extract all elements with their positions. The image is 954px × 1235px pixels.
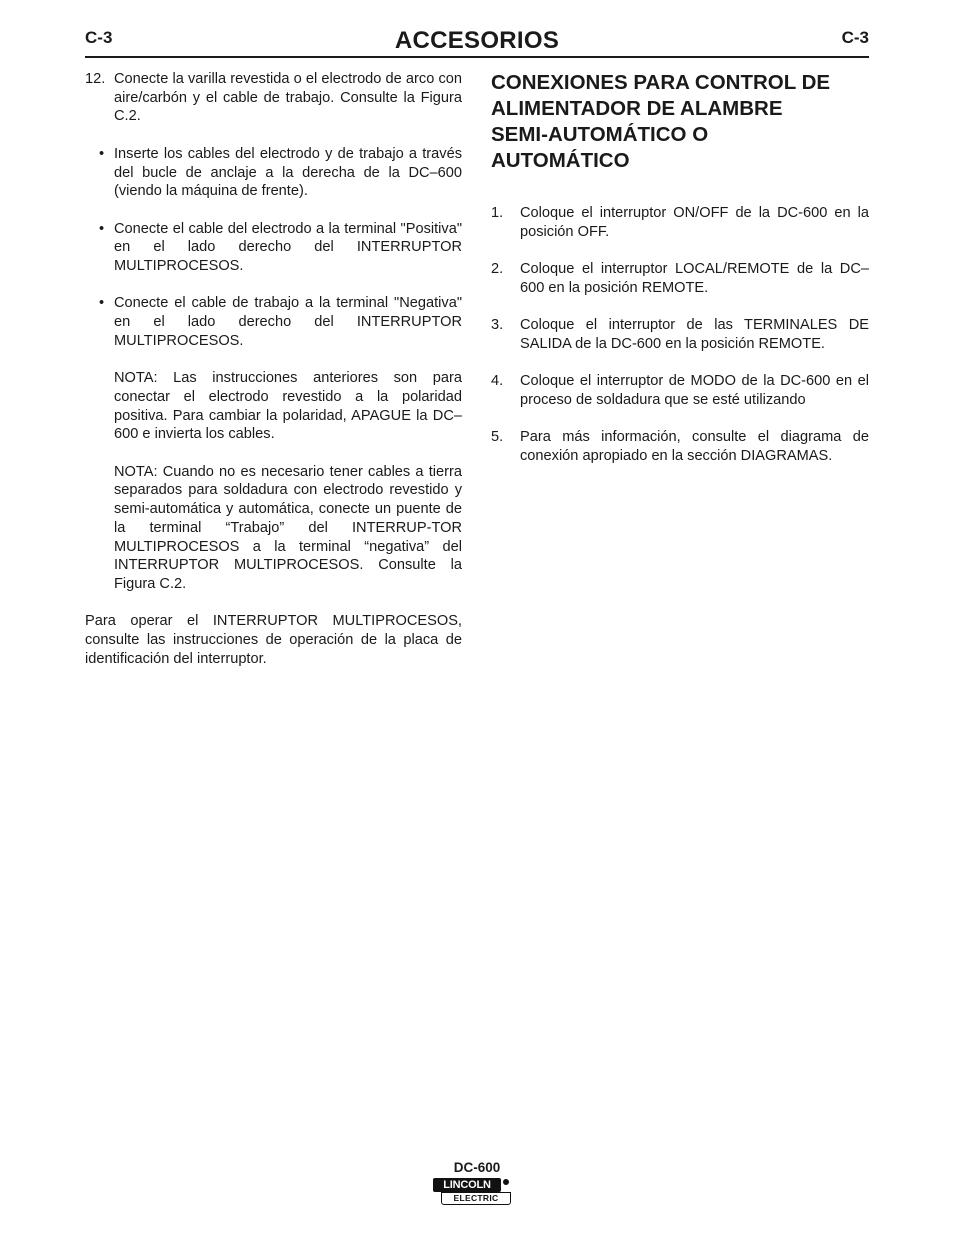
lincoln-electric-logo bbox=[433, 1178, 511, 1207]
step-item bbox=[491, 316, 869, 353]
section-code-right: C-3 bbox=[841, 28, 869, 47]
page-title: ACCESORIOS bbox=[394, 27, 560, 54]
bullet-item bbox=[85, 294, 462, 350]
bullet-icon: • bbox=[99, 220, 105, 237]
step-number: 5. bbox=[491, 429, 504, 446]
heading-line: AUTOMÁTICO bbox=[491, 149, 630, 172]
bullet-item bbox=[85, 145, 462, 201]
steps-list bbox=[491, 204, 869, 466]
step-number: 4. bbox=[491, 373, 504, 390]
heading-line: SEMI-AUTOMÁTICO O bbox=[491, 123, 709, 146]
page-header bbox=[85, 26, 869, 58]
step-number: 2. bbox=[491, 261, 504, 278]
step-text: Coloque el interruptor de las TERMINALES DE SALIDA de la DC-600 en la posición REMOTE. bbox=[520, 317, 869, 352]
note-jumper: NOTA: Cuando no es necesario tener cables a tierra separados para soldadura con electrodo revestido y semi-automática y automática, conecte un puente de la terminal “Trabajo” del INTERRUP-TOR MULTIPROCESOS a la terminal “negativa” del INTERRUPTOR MULTIPROCESOS. Consulte la Figura C.2. bbox=[114, 463, 462, 592]
step-12 bbox=[85, 70, 462, 126]
step-text: Coloque el interruptor LOCAL/REMOTE de la DC–600 en la posición REMOTE. bbox=[520, 261, 869, 296]
bullet-icon: • bbox=[99, 295, 105, 312]
left-column bbox=[85, 70, 462, 668]
registered-icon bbox=[503, 1179, 509, 1185]
logo-top-text: LINCOLN bbox=[433, 1178, 501, 1192]
bullet-text: Inserte los cables del electrodo y de trabajo a través del bucle de anclaje a la derecha de la DC–600 (viendo la máquina de frente). bbox=[114, 145, 462, 200]
step-text: Conecte la varilla revestida o el electrodo de arco con aire/carbón y el cable de trabajo. Consulte la Figura C.2. bbox=[114, 71, 462, 125]
step-number: 12. bbox=[85, 71, 106, 87]
step-text: Coloque el interruptor de MODO de la DC-600 en el proceso de soldadura que se esté utilizando bbox=[520, 373, 869, 408]
step-item bbox=[491, 428, 869, 465]
bullet-text: Conecte el cable de trabajo a la terminal "Negativa" en el lado derecho del INTERRUPTOR MULTIPROCESOS. bbox=[114, 295, 462, 349]
heading-line: CONEXIONES PARA CONTROL DE bbox=[491, 71, 831, 94]
section-code-left: C-3 bbox=[85, 28, 113, 47]
step-item bbox=[491, 372, 869, 409]
right-column bbox=[491, 70, 869, 484]
note-polarity: NOTA: Las instrucciones anteriores son para conectar el electrodo revestido a la polaridad positiva. Para cambiar la polaridad, APAGUE la DC–600 e invierta los cables. bbox=[114, 370, 462, 443]
step-text: Coloque el interruptor ON/OFF de la DC-600 en la posición OFF. bbox=[520, 205, 869, 240]
step-text: Para más información, consulte el diagrama de conexión apropiado en la sección DIAGRAMAS. bbox=[520, 429, 869, 465]
bullet-text: Conecte el cable del electrodo a la terminal "Positiva" en el lado derecho del INTERRUPTOR MULTIPROCESOS. bbox=[114, 220, 462, 274]
step-number: 1. bbox=[491, 205, 504, 221]
header-rule bbox=[85, 56, 869, 58]
section-heading bbox=[491, 70, 869, 174]
bullet-item bbox=[85, 220, 462, 276]
step-item bbox=[491, 260, 869, 297]
step-number: 3. bbox=[491, 317, 504, 334]
footer-model: DC-600 bbox=[453, 1160, 501, 1175]
closing-paragraph: Para operar el INTERRUPTOR MULTIPROCESOS, consulte las instrucciones de operación de la placa de identificación del interruptor. bbox=[85, 613, 462, 667]
heading-line: ALIMENTADOR DE ALAMBRE bbox=[491, 97, 783, 120]
bullet-icon: • bbox=[99, 145, 105, 162]
logo-bottom-text: ELECTRIC bbox=[441, 1192, 511, 1205]
step-item bbox=[491, 204, 869, 241]
